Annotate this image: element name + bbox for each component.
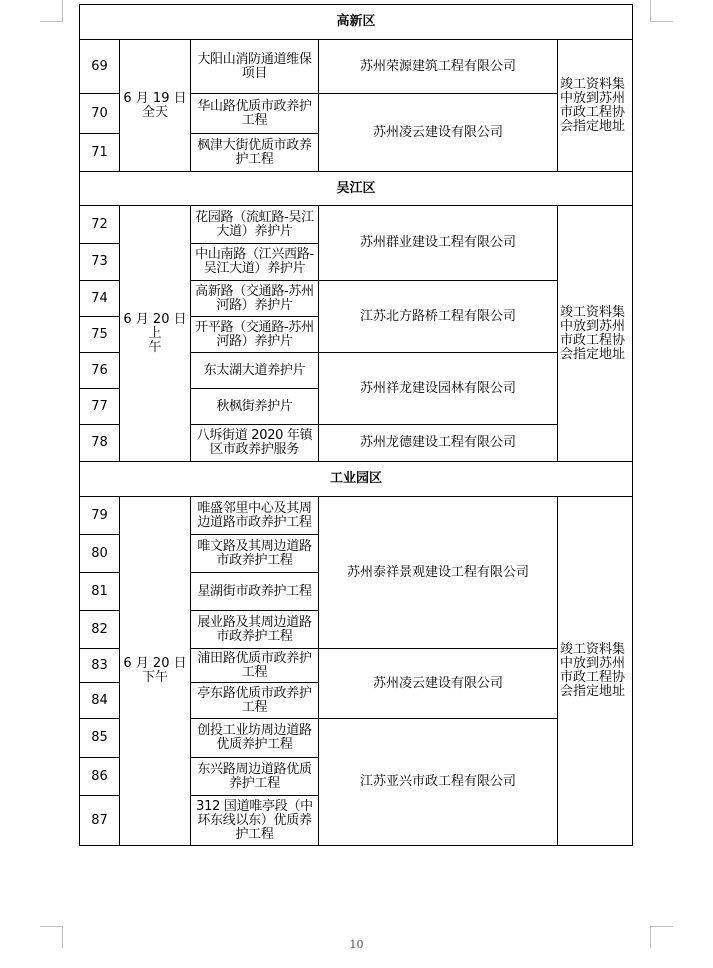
row-number: 75 — [80, 317, 120, 353]
project-name: 花园路（流虹路-吴江大道）养护片 — [191, 206, 319, 244]
project-name: 亭东路优质市政养护工程 — [191, 683, 319, 719]
row-number: 72 — [80, 206, 120, 244]
project-name: 312 国道唯亭段（中环东线以东）优质养护工程 — [191, 796, 319, 846]
date-line: 午 — [148, 339, 162, 355]
crop-mark — [62, 0, 63, 22]
project-name: 开平路（交通路-苏州河路）养护片 — [191, 317, 319, 353]
crop-mark — [40, 21, 62, 22]
section-title: 工业园区 — [80, 462, 633, 497]
row-number: 82 — [80, 611, 120, 649]
table-row — [80, 206, 633, 244]
project-name: 展业路及其周边道路市政养护工程 — [191, 611, 319, 649]
row-number: 71 — [80, 134, 120, 172]
row-number: 76 — [80, 353, 120, 389]
row-number: 74 — [80, 281, 120, 317]
inspection-schedule-table — [79, 4, 633, 846]
row-number: 73 — [80, 244, 120, 281]
crop-mark — [40, 926, 62, 927]
row-number: 79 — [80, 497, 120, 535]
section-title: 吴江区 — [80, 172, 633, 206]
section-header-gaoxin — [80, 5, 633, 40]
inspection-date — [120, 206, 191, 462]
company-name: 江苏亚兴市政工程有限公司 — [319, 719, 558, 846]
company-name: 苏州泰祥景观建设工程有限公司 — [319, 497, 558, 649]
date-line: 6 月 19 日 — [123, 90, 187, 106]
crop-mark — [651, 926, 673, 927]
project-name: 中山南路（江兴西路-吴江大道）养护片 — [191, 244, 319, 281]
company-name: 苏州群业建设工程有限公司 — [319, 206, 558, 281]
remark: 竣工资料集中放到苏州市政工程协会指定地址 — [558, 40, 633, 172]
table-row — [80, 497, 633, 535]
project-name: 八坼街道 2020 年镇区市政养护服务 — [191, 425, 319, 462]
date-line: 下午 — [141, 670, 168, 685]
date-line: 6 月 20 日上 — [123, 311, 187, 341]
project-name: 东兴路周边道路优质养护工程 — [191, 758, 319, 796]
crop-mark — [651, 21, 673, 22]
company-name: 苏州凌云建设有限公司 — [319, 649, 558, 719]
company-name: 苏州凌云建设有限公司 — [319, 94, 558, 172]
row-number: 70 — [80, 94, 120, 134]
inspection-date — [120, 497, 191, 846]
row-number: 83 — [80, 649, 120, 683]
section-header-sip — [80, 462, 633, 497]
date-line: 6 月 20 日 — [123, 656, 187, 671]
project-name: 唯盛邻里中心及其周边道路市政养护工程 — [191, 497, 319, 535]
inspection-date — [120, 40, 191, 172]
row-number: 85 — [80, 719, 120, 758]
crop-mark — [650, 0, 651, 22]
row-number: 81 — [80, 573, 120, 611]
row-number: 80 — [80, 535, 120, 573]
row-number: 86 — [80, 758, 120, 796]
company-name: 苏州龙德建设工程有限公司 — [319, 425, 558, 462]
project-name: 华山路优质市政养护工程 — [191, 94, 319, 134]
project-name: 枫津大街优质市政养护工程 — [191, 134, 319, 172]
page-number: 10 — [349, 938, 364, 951]
project-name: 高新路（交通路-苏州河路）养护片 — [191, 281, 319, 317]
company-name: 苏州祥龙建设园林有限公司 — [319, 353, 558, 425]
remark: 竣工资料集中放到苏州市政工程协会指定地址 — [558, 206, 633, 462]
company-name: 江苏北方路桥工程有限公司 — [319, 281, 558, 353]
company-name: 苏州荣源建筑工程有限公司 — [319, 40, 558, 94]
project-name: 唯文路及其周边道路市政养护工程 — [191, 535, 319, 573]
row-number: 69 — [80, 40, 120, 94]
project-name: 秋枫街养护片 — [191, 389, 319, 425]
date-line: 全天 — [141, 104, 168, 120]
row-number: 87 — [80, 796, 120, 846]
project-name: 星湖街市政养护工程 — [191, 573, 319, 611]
section-header-wujiang — [80, 172, 633, 206]
row-number: 78 — [80, 425, 120, 462]
remark: 竣工资料集中放到苏州市政工程协会指定地址 — [558, 497, 633, 846]
row-number: 84 — [80, 683, 120, 719]
section-title: 高新区 — [80, 5, 633, 40]
project-name: 大阳山消防通道维保项目 — [191, 40, 319, 94]
project-name: 东太湖大道养护片 — [191, 353, 319, 389]
project-name: 浦田路优质市政养护工程 — [191, 649, 319, 683]
table-row — [80, 40, 633, 94]
row-number: 77 — [80, 389, 120, 425]
project-name: 创投工业坊周边道路优质养护工程 — [191, 719, 319, 758]
